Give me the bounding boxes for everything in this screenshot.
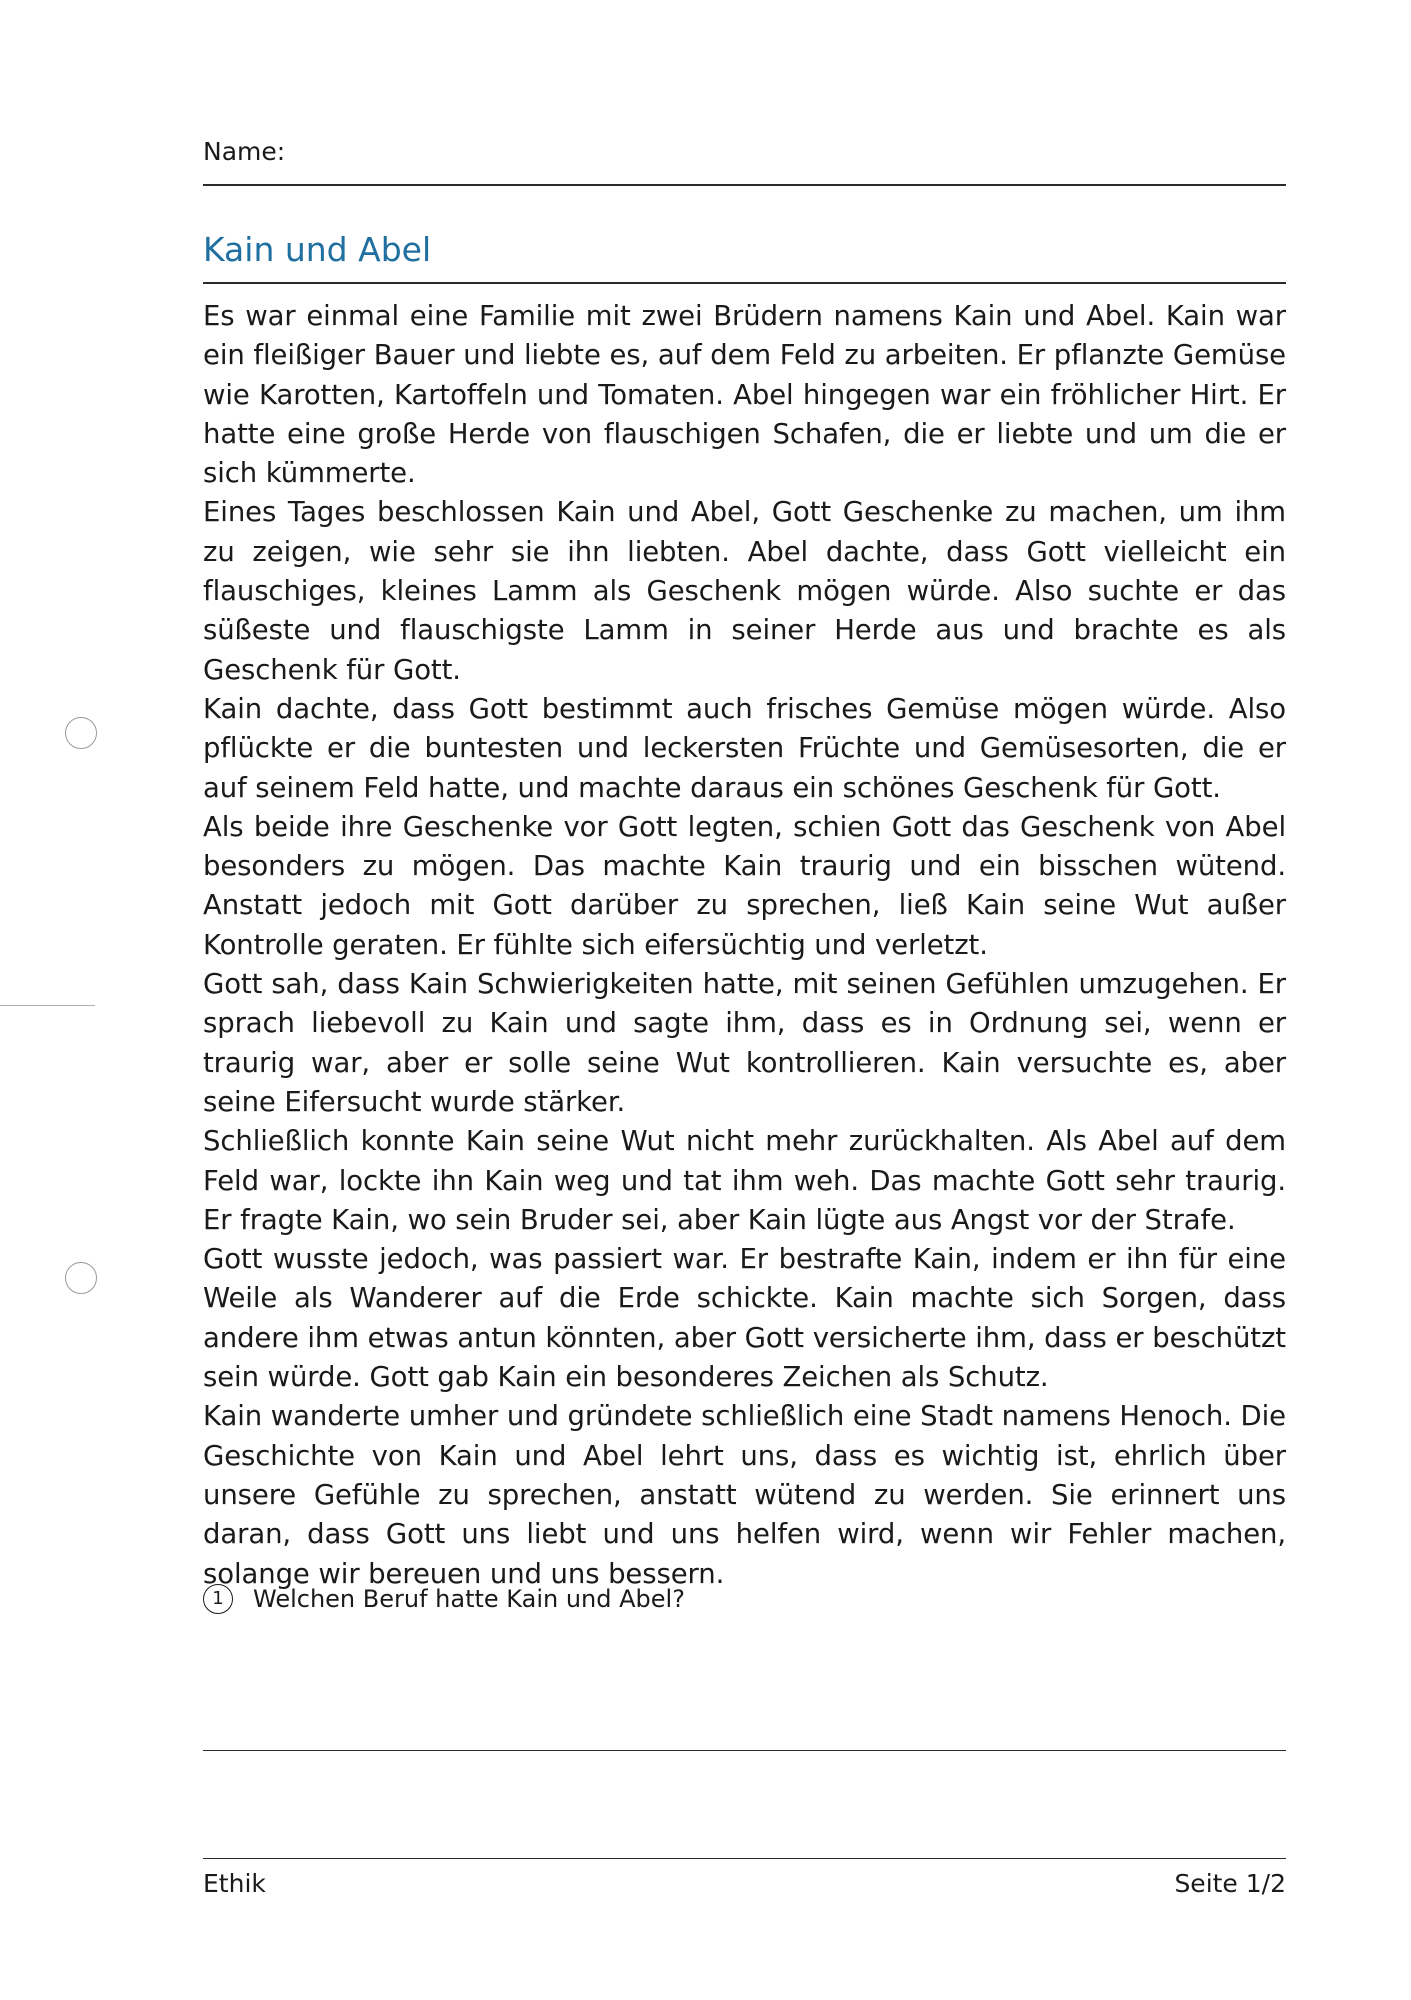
title-divider (203, 282, 1286, 284)
story-paragraph: Es war einmal eine Familie mit zwei Brüdern namens Kain und Abel. Kain war ein fleißiger Bauer und liebte es, auf dem Feld zu arbeiten. Er pflanzte Gemüse wie Karotten, Kartoffeln und Tomaten. Abel hingegen war ein fröhlicher Hirt. Er hatte eine große Herde von flauschigen Schafen, die er liebte und um die er sich kümmerte. (203, 300, 1286, 490)
worksheet-title: Kain und Abel (203, 230, 432, 269)
name-line[interactable] (203, 184, 1286, 186)
task-question: Welchen Beruf hatte Kain und Abel? (253, 1585, 685, 1613)
punch-hole-top (65, 717, 97, 749)
story-paragraph: Als beide ihre Geschenke vor Gott legten, schien Gott das Geschenk von Abel besonders zu mögen. Das machte Kain traurig und ein bisschen wütend. Anstatt jedoch mit Gott darüber zu sprechen, ließ Kain seine Wut außer Kontrolle geraten. Er fühlte sich eifersüchtig und verletzt. (203, 810, 1286, 961)
story-paragraph: Kain wanderte umher und gründete schließlich eine Stadt namens Henoch. Die Geschichte von Kain und Abel lehrt uns, dass es wichtig ist, ehrlich über unsere Gefühle zu sprechen, anstatt wütend zu werden. Sie erinnert uns daran, dass Gott uns liebt und uns helfen wird, wenn wir Fehler machen, solange wir bereuen und uns bessern. (203, 1400, 1286, 1590)
story-text (203, 297, 1286, 1594)
story-paragraph: Schließlich konnte Kain seine Wut nicht mehr zurückhalten. Als Abel auf dem Feld war, lockte ihn Kain weg und tat ihm weh. Das machte Gott sehr traurig. Er fragte Kain, wo sein Bruder sei, aber Kain lügte aus Angst vor der Strafe. (203, 1125, 1286, 1236)
task-1 (203, 1584, 685, 1614)
story-paragraph: Eines Tages beschlossen Kain und Abel, Gott Geschenke zu machen, um ihm zu zeigen, wie sehr sie ihn liebten. Abel dachte, dass Gott vielleicht ein flauschiges, kleines Lamm als Geschenk mögen würde. Also suchte er das süßeste und flauschigste Lamm in seiner Herde aus und brachte es als Geschenk für Gott. (203, 496, 1286, 686)
footer-divider (203, 1858, 1286, 1859)
punch-hole-bottom (65, 1262, 97, 1294)
footer-subject: Ethik (203, 1869, 266, 1898)
story-paragraph: Gott wusste jedoch, was passiert war. Er bestrafte Kain, indem er ihn für eine Weile als Wanderer auf die Erde schickte. Kain machte sich Sorgen, dass andere ihm etwas antun könnten, aber Gott versicherte ihm, dass er beschützt sein würde. Gott gab Kain ein besonderes Zeichen als Schutz. (203, 1243, 1286, 1394)
footer-page-number: Seite 1/2 (1174, 1869, 1286, 1898)
answer-line[interactable] (203, 1750, 1286, 1751)
story-paragraph: Gott sah, dass Kain Schwierigkeiten hatte, mit seinen Gefühlen umzugehen. Er sprach liebevoll zu Kain und sagte ihm, dass es in Ordnung sei, wenn er traurig war, aber er solle seine Wut kontrollieren. Kain versuchte es, aber seine Eifersucht wurde stärker. (203, 968, 1286, 1118)
name-label: Name: (203, 137, 286, 166)
fold-mark (0, 1005, 95, 1006)
task-number-badge: 1 (203, 1584, 233, 1614)
story-paragraph: Kain dachte, dass Gott bestimmt auch frisches Gemüse mögen würde. Also pflückte er die buntesten und leckersten Früchte und Gemüsesorten, die er auf seinem Feld hatte, und machte daraus ein schönes Geschenk für Gott. (203, 692, 1286, 804)
